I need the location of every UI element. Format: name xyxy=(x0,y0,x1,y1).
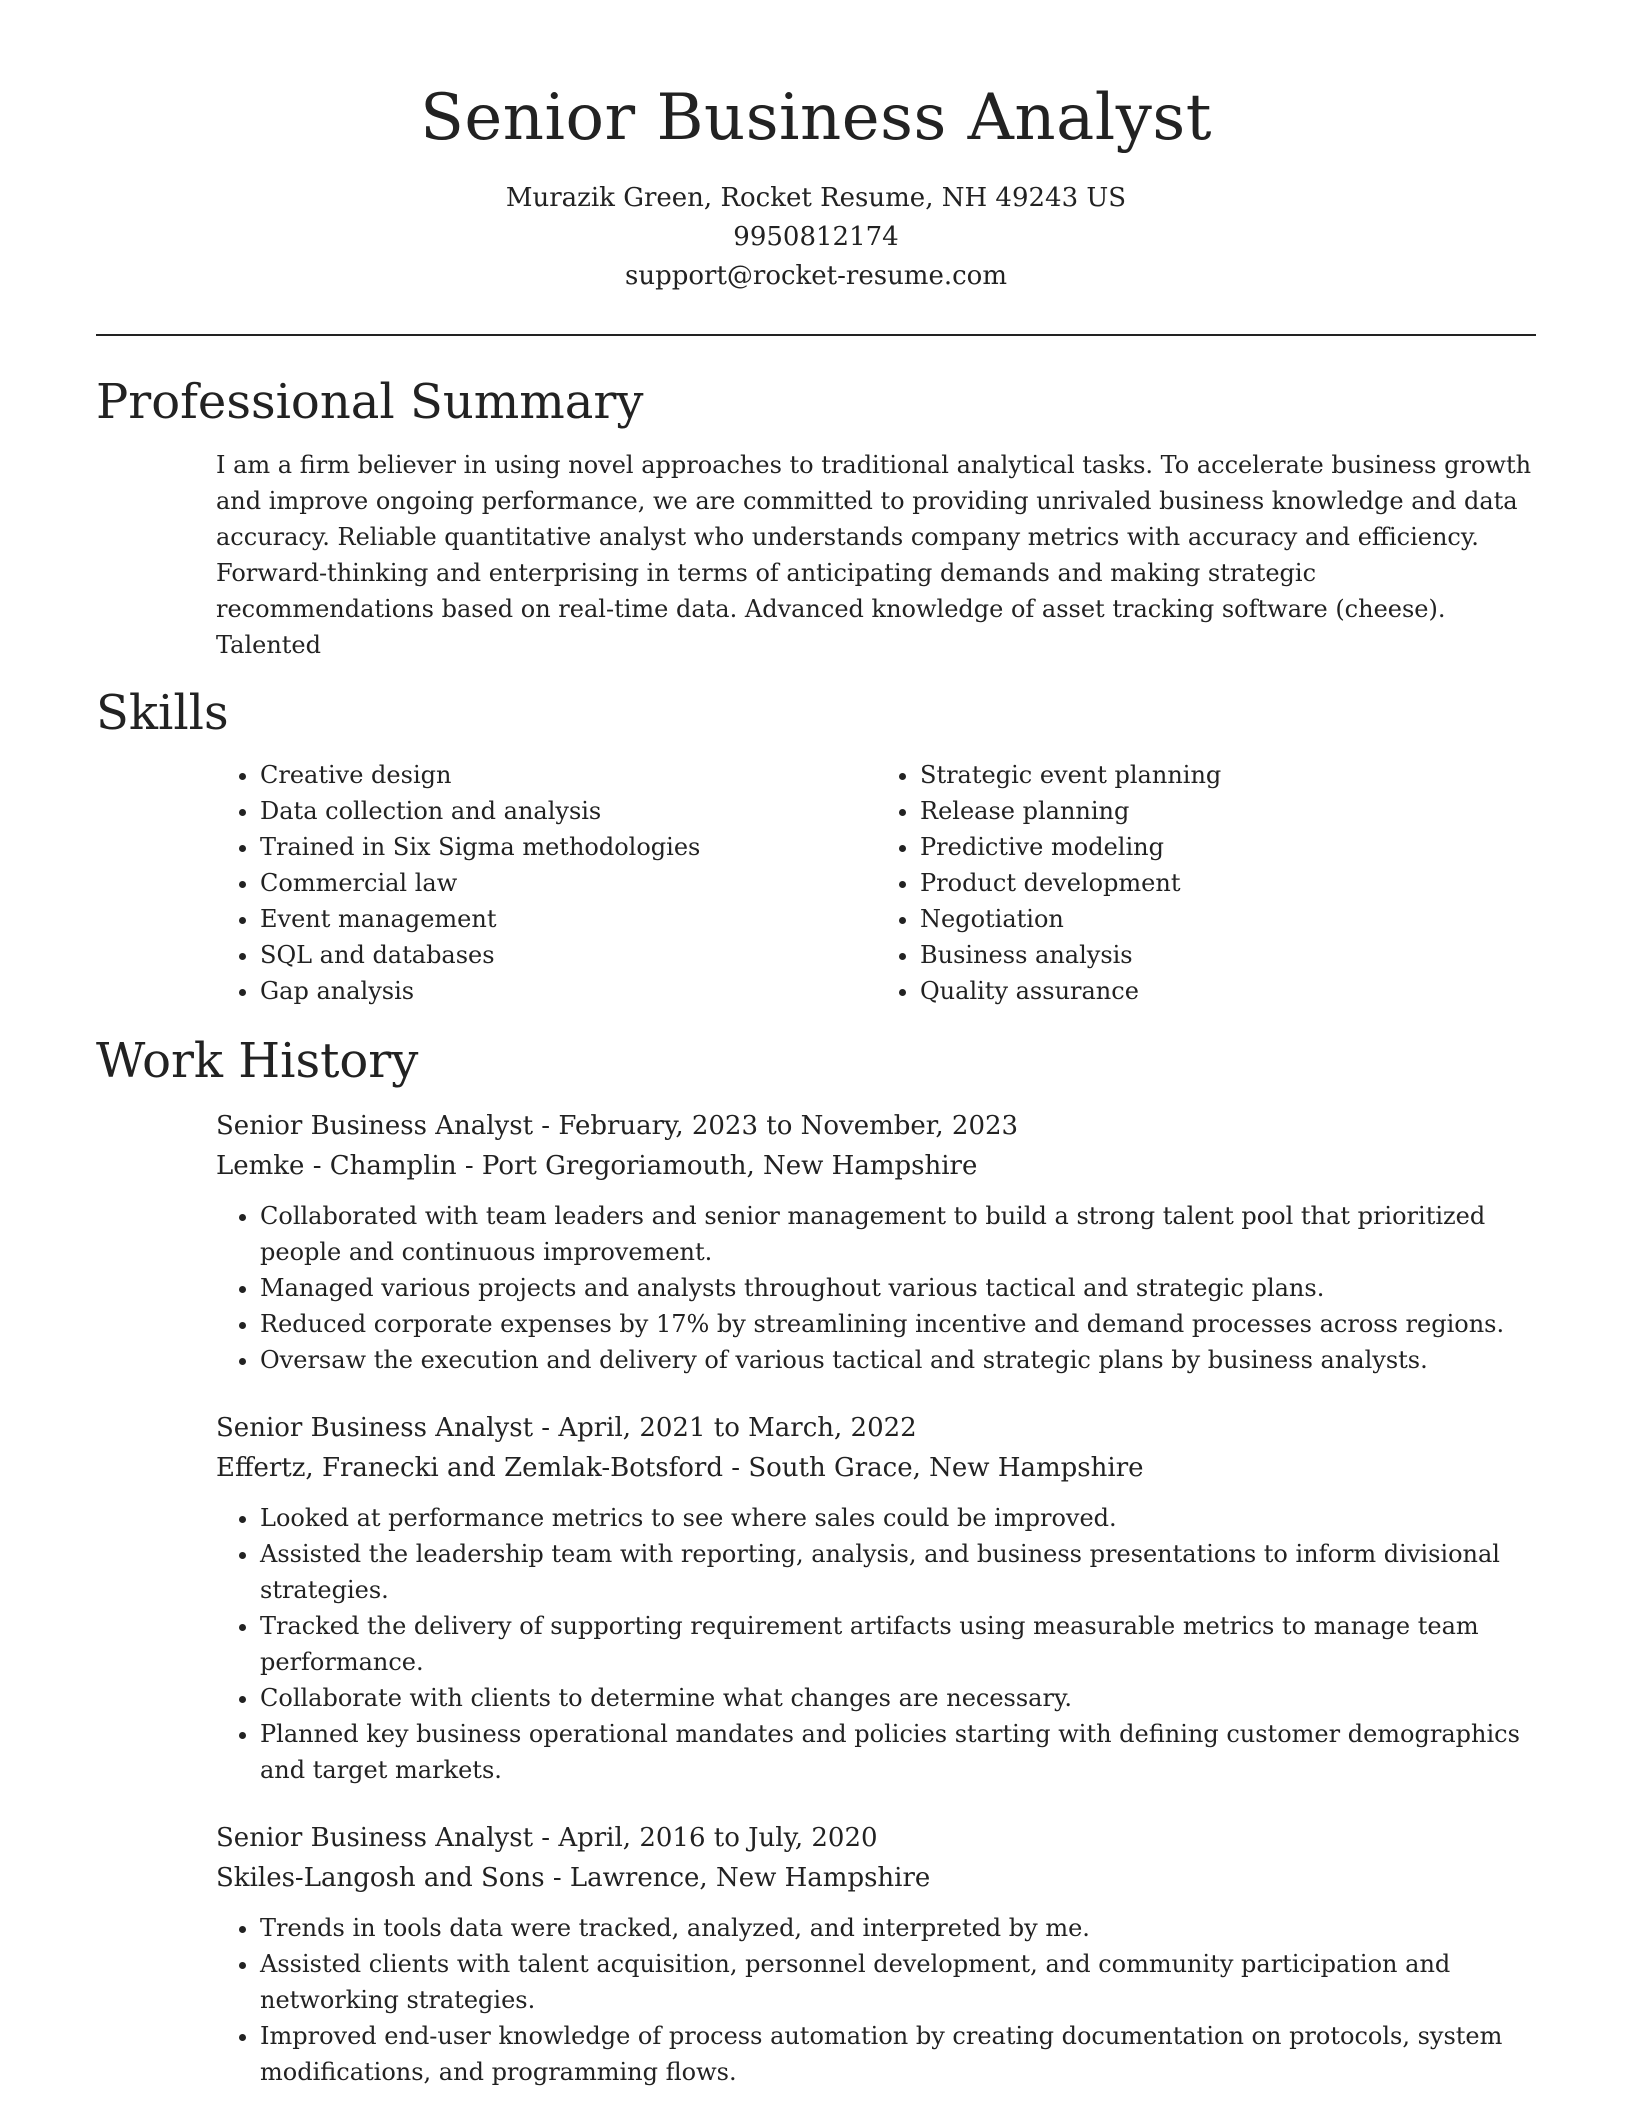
job-duty: • Collaborated with team leaders and senior management to build a strong talent pool that prioritized people and continuous improvement. xyxy=(260,1198,1536,1270)
resume-name: Senior Business Analyst xyxy=(420,81,1212,155)
job-entry xyxy=(216,1818,1536,2090)
job-duty: • Reduced corporate expenses by 17% by streamlining incentive and demand processes across regions. xyxy=(260,1306,1536,1342)
job-company-location: Skiles-Langosh and Sons - Lawrence, New Hampshire xyxy=(216,1863,931,1894)
skills-heading: Skills xyxy=(96,684,229,741)
resume-header xyxy=(96,80,1536,296)
skill-item: • Gap analysis xyxy=(260,973,876,1009)
skills-columns xyxy=(96,757,1536,1009)
skill-item: • Commercial law xyxy=(260,865,876,901)
skill-item: • Quality assurance xyxy=(920,973,1536,1009)
professional-summary-text: I am a firm believer in using novel approaches to traditional analytical tasks. To accelerate business growth and improve ongoing performance, we are committed to providing unrivaled business knowledge and data accuracy. Reliable quantitative analyst who understands company metrics with accuracy and efficiency. Forward-thinking and enterprising in terms of anticipating demands and making strategic recommendations based on real-time data. Advanced knowledge of asset tracking software (cheese). Talented xyxy=(216,450,1532,659)
job-duty: • Managed various projects and analysts throughout various tactical and strategic plans. xyxy=(260,1270,1536,1306)
professional-summary-section xyxy=(96,373,1536,663)
job-title-dates: Senior Business Analyst - February, 2023 to November, 2023 xyxy=(216,1111,1019,1142)
contact-address: Murazik Green, Rocket Resume, NH 49243 US xyxy=(505,182,1127,213)
skill-item: • Release planning xyxy=(920,793,1536,829)
contact-phone: 9950812174 xyxy=(733,221,899,252)
job-company-location: Lemke - Champlin - Port Gregoriamouth, New Hampshire xyxy=(216,1151,978,1182)
job-duty: • Oversaw the execution and delivery of various tactical and strategic plans by business analysts. xyxy=(260,1342,1536,1378)
skill-item: • Data collection and analysis xyxy=(260,793,876,829)
skill-item: • Business analysis xyxy=(920,937,1536,973)
skill-item: • Predictive modeling xyxy=(920,829,1536,865)
work-history-section xyxy=(96,1035,1536,2090)
job-entry xyxy=(216,1408,1536,1788)
professional-summary-heading: Professional Summary xyxy=(96,373,644,430)
job-duty: • Looked at performance metrics to see where sales could be improved. xyxy=(260,1500,1536,1536)
skill-item: • SQL and databases xyxy=(260,937,876,973)
skills-list-left xyxy=(216,757,876,1009)
job-title-dates: Senior Business Analyst - April, 2021 to March, 2022 xyxy=(216,1413,917,1444)
skill-item: • Trained in Six Sigma methodologies xyxy=(260,829,876,865)
contact-email: support@rocket-resume.com xyxy=(624,260,1007,291)
skill-item: • Creative design xyxy=(260,757,876,793)
job-duty: • Assisted clients with talent acquisition, personnel development, and community participation and networking strategies. xyxy=(260,1946,1536,2018)
job-duty: • Trends in tools data were tracked, analyzed, and interpreted by me. xyxy=(260,1910,1536,1946)
skill-item: • Event management xyxy=(260,901,876,937)
skill-item: • Negotiation xyxy=(920,901,1536,937)
skill-item: • Product development xyxy=(920,865,1536,901)
job-duty: • Collaborate with clients to determine what changes are necessary. xyxy=(260,1680,1536,1716)
job-duty: • Assisted the leadership team with reporting, analysis, and business presentations to inform divisional strategies. xyxy=(260,1536,1536,1608)
job-title-dates: Senior Business Analyst - April, 2016 to July, 2020 xyxy=(216,1823,878,1854)
skills-section xyxy=(96,684,1536,1010)
job-duty: • Improved end-user knowledge of process automation by creating documentation on protocols, system modifications, and programming flows. xyxy=(260,2018,1536,2090)
skill-item: • Strategic event planning xyxy=(920,757,1536,793)
job-duties-list xyxy=(216,1500,1536,1788)
job-duty: • Tracked the delivery of supporting requirement artifacts using measurable metrics to manage team performance. xyxy=(260,1608,1536,1680)
job-entry xyxy=(216,1106,1536,1378)
header-divider xyxy=(96,334,1536,336)
job-duties-list xyxy=(216,1198,1536,1378)
job-duty: • Planned key business operational mandates and policies starting with defining customer demographics and target markets. xyxy=(260,1716,1536,1788)
skills-list-right xyxy=(876,757,1536,1009)
job-duties-list xyxy=(216,1910,1536,2090)
job-company-location: Effertz, Franecki and Zemlak-Botsford - South Grace, New Hampshire xyxy=(216,1453,1144,1484)
work-history-heading: Work History xyxy=(96,1033,419,1090)
